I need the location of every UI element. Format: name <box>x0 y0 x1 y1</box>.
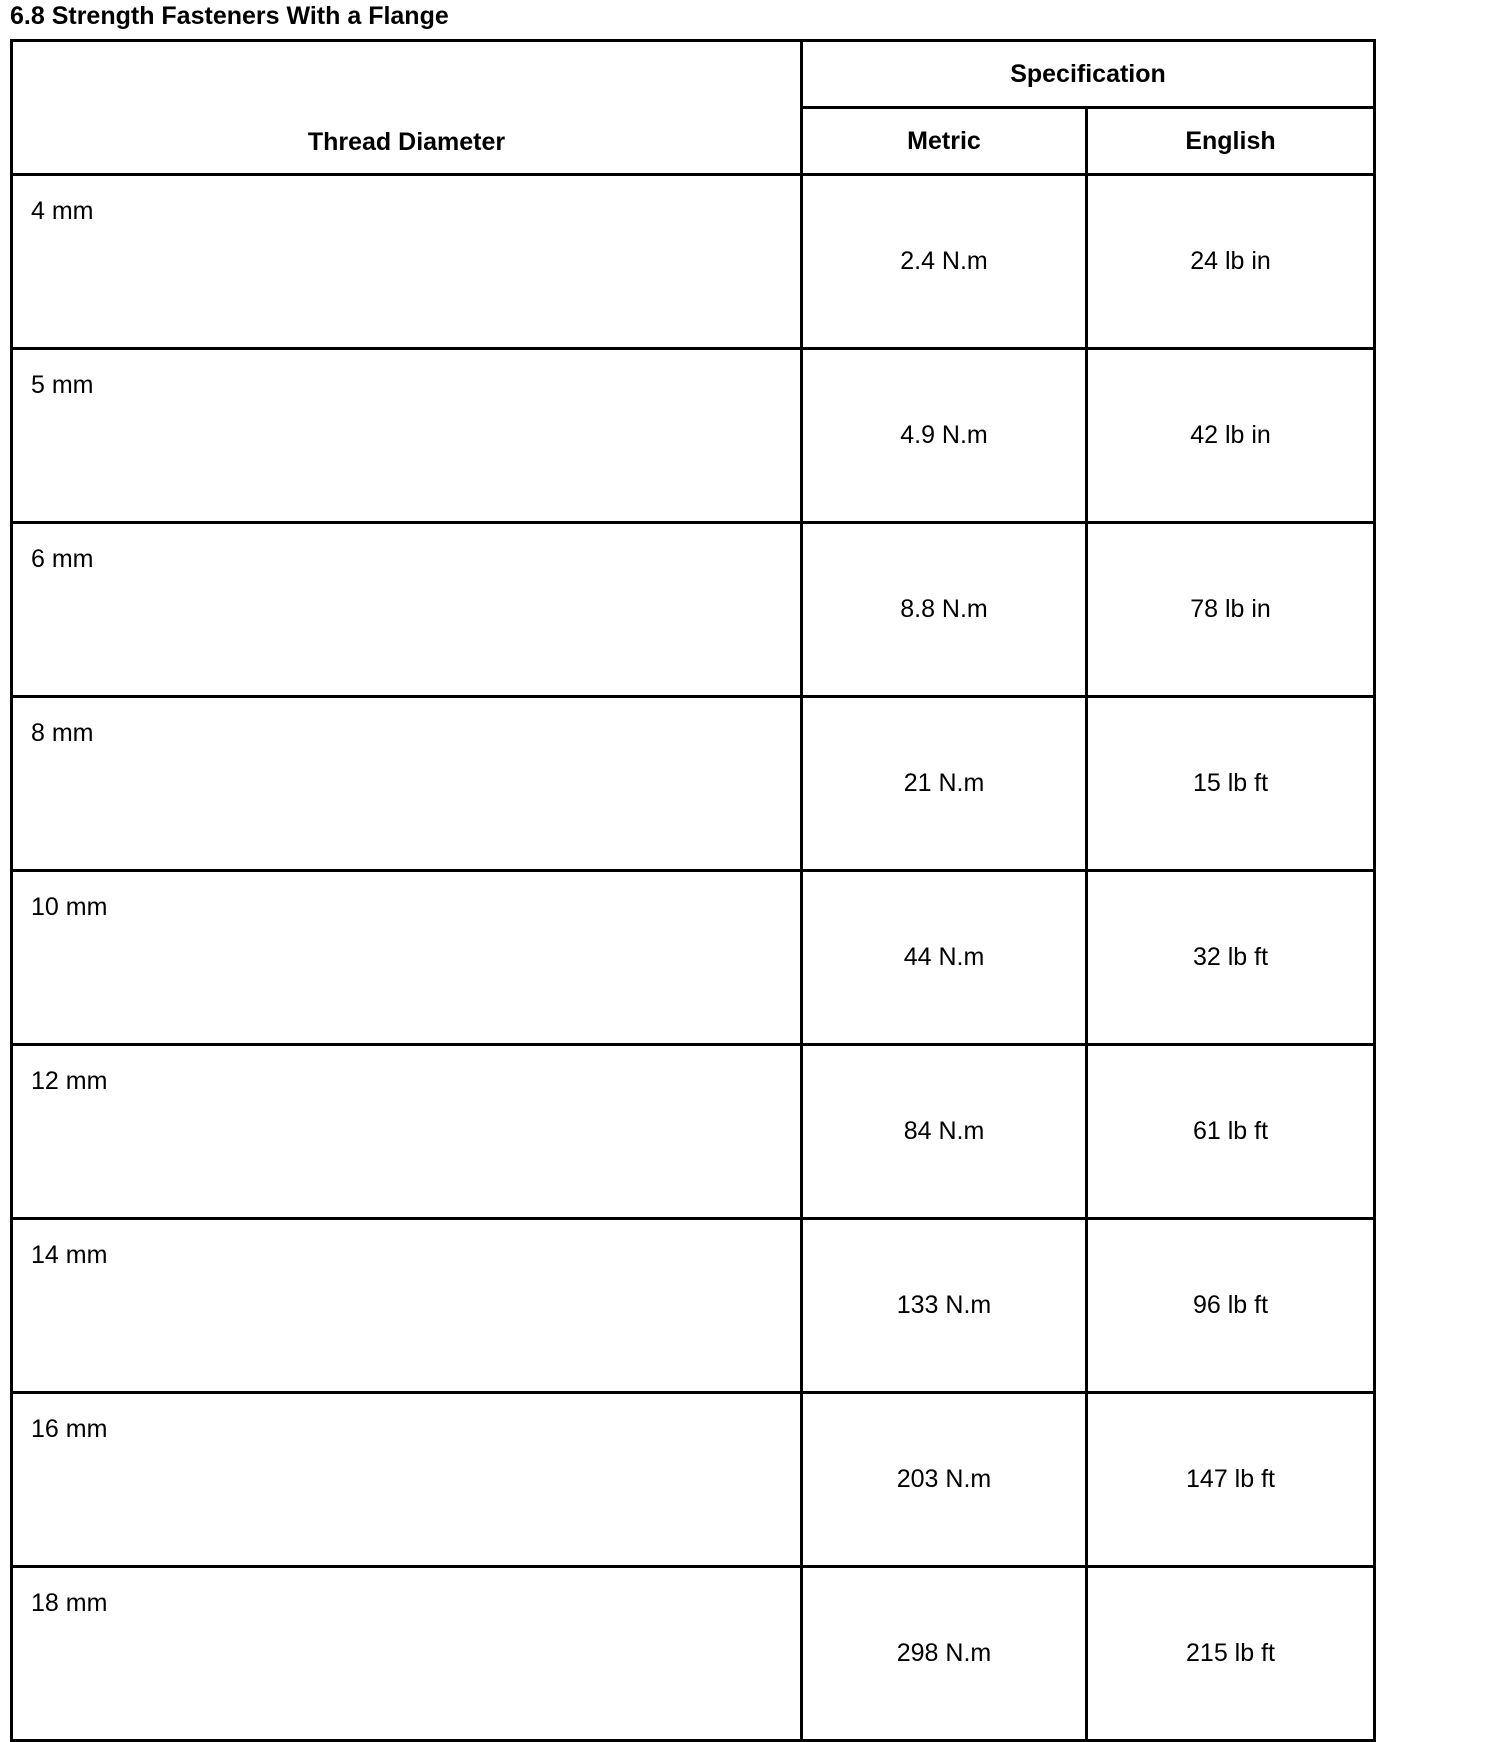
thread-diameter-cell: 14 mm <box>12 1219 802 1393</box>
english-torque-cell: 147 lb ft <box>1087 1393 1375 1567</box>
thread-diameter-cell: 10 mm <box>12 871 802 1045</box>
english-torque-cell: 78 lb in <box>1087 523 1375 697</box>
metric-header: Metric <box>802 108 1087 175</box>
english-torque-cell: 215 lb ft <box>1087 1567 1375 1741</box>
header-row-top <box>12 41 1375 108</box>
thread-diameter-cell: 16 mm <box>12 1393 802 1567</box>
table-row <box>12 1393 1375 1567</box>
metric-torque-cell: 84 N.m <box>802 1045 1087 1219</box>
metric-torque-cell: 203 N.m <box>802 1393 1087 1567</box>
table-row <box>12 349 1375 523</box>
english-torque-cell: 42 lb in <box>1087 349 1375 523</box>
metric-torque-cell: 21 N.m <box>802 697 1087 871</box>
english-torque-cell: 32 lb ft <box>1087 871 1375 1045</box>
table-row <box>12 1219 1375 1393</box>
thread-diameter-header: Thread Diameter <box>12 41 802 175</box>
table-row <box>12 697 1375 871</box>
torque-spec-table <box>10 39 1376 1742</box>
page-title: 6.8 Strength Fasteners With a Flange <box>10 2 449 30</box>
thread-diameter-cell: 4 mm <box>12 175 802 349</box>
table-row <box>12 523 1375 697</box>
metric-torque-cell: 133 N.m <box>802 1219 1087 1393</box>
english-torque-cell: 96 lb ft <box>1087 1219 1375 1393</box>
english-header: English <box>1087 108 1375 175</box>
table-row <box>12 1045 1375 1219</box>
specification-header: Specification <box>802 41 1375 108</box>
thread-diameter-cell: 8 mm <box>12 697 802 871</box>
thread-diameter-cell: 5 mm <box>12 349 802 523</box>
thread-diameter-cell: 12 mm <box>12 1045 802 1219</box>
english-torque-cell: 24 lb in <box>1087 175 1375 349</box>
metric-torque-cell: 44 N.m <box>802 871 1087 1045</box>
thread-diameter-cell: 6 mm <box>12 523 802 697</box>
metric-torque-cell: 298 N.m <box>802 1567 1087 1741</box>
metric-torque-cell: 4.9 N.m <box>802 349 1087 523</box>
table-row <box>12 871 1375 1045</box>
english-torque-cell: 15 lb ft <box>1087 697 1375 871</box>
thread-diameter-cell: 18 mm <box>12 1567 802 1741</box>
table-row <box>12 175 1375 349</box>
english-torque-cell: 61 lb ft <box>1087 1045 1375 1219</box>
metric-torque-cell: 2.4 N.m <box>802 175 1087 349</box>
metric-torque-cell: 8.8 N.m <box>802 523 1087 697</box>
